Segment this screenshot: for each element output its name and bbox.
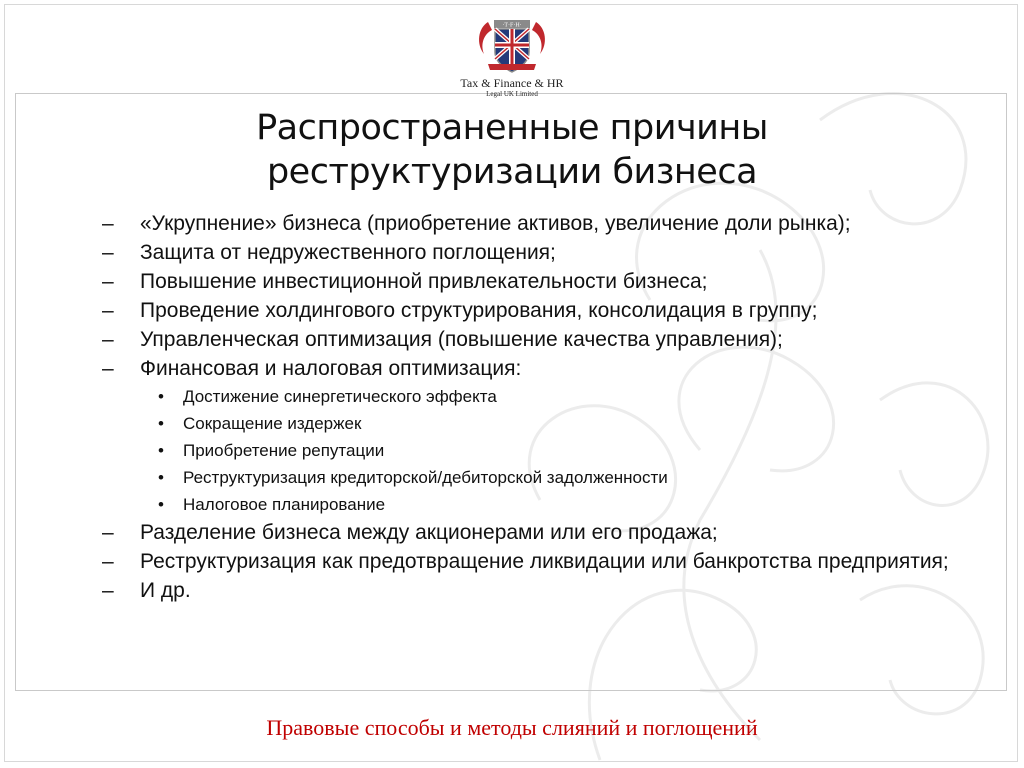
crest-icon	[474, 14, 550, 76]
bullet-marker: •	[158, 441, 164, 460]
bullet-marker: •	[158, 495, 164, 514]
bullet-marker: •	[158, 414, 164, 433]
list-item-text: Проведение холдингового структурирования, консолидация в группу;	[140, 299, 818, 322]
bullet-marker: •	[158, 468, 164, 487]
sub-list-item-text: Налоговое планирование	[183, 495, 386, 514]
sub-list-item	[102, 495, 982, 514]
dash-marker: –	[102, 270, 114, 293]
list-item-text: Повышение инвестиционной привлекательности бизнеса;	[140, 270, 708, 293]
list-item	[102, 213, 982, 235]
sub-list-item	[102, 468, 982, 487]
list-item-text: Управленческая оптимизация (повышение качества управления);	[140, 328, 783, 351]
sub-list-item	[102, 414, 982, 433]
dash-marker: –	[102, 521, 114, 544]
list-item-text: Финансовая и налоговая оптимизация:	[140, 357, 522, 380]
slide-title-line-1: Распространенные причины	[256, 108, 768, 148]
sub-list-item-text: Достижение синергетического эффекта	[183, 387, 497, 406]
list-item-text: Реструктуризация как предотвращение ликвидации или банкротства предприятия;	[140, 550, 949, 573]
dash-marker: –	[102, 550, 114, 573]
bullet-marker: •	[158, 387, 164, 406]
list-item	[102, 358, 982, 380]
footer-caption: Правовые способы и методы слияний и поглощений	[266, 715, 758, 740]
slide-title-line-2: реструктуризации бизнеса	[266, 152, 758, 192]
dash-marker: –	[102, 299, 114, 322]
logo-company-name: Tax & Finance & HR	[460, 76, 564, 90]
company-logo	[452, 14, 572, 110]
list-item-text: Разделение бизнеса между акционерами или его продажа;	[140, 521, 718, 544]
dash-marker: –	[102, 328, 114, 351]
reasons-list	[102, 213, 982, 609]
list-item	[102, 580, 982, 602]
sub-list-item-text: Приобретение репутации	[183, 441, 385, 460]
list-item	[102, 300, 982, 322]
list-item-text: Защита от недружественного поглощения;	[140, 241, 556, 264]
dash-marker: –	[102, 241, 114, 264]
sub-list-item-text: Сокращение издержек	[183, 414, 362, 433]
dash-marker: –	[102, 579, 114, 602]
list-item-text: «Укрупнение» бизнеса (приобретение активов, увеличение доли рынка);	[140, 212, 851, 235]
slide-title	[162, 106, 862, 194]
dash-marker: –	[102, 357, 114, 380]
list-item	[102, 551, 982, 573]
sub-list-item-text: Реструктуризация кредиторской/дебиторской задолженности	[183, 468, 668, 487]
list-item	[102, 329, 982, 351]
sub-list-item	[102, 441, 982, 460]
logo-company-subtitle: Legal UK Limited	[486, 90, 538, 98]
list-item	[102, 271, 982, 293]
dash-marker: –	[102, 212, 114, 235]
list-item	[102, 522, 982, 544]
list-item	[102, 242, 982, 264]
list-item-text: И др.	[140, 579, 191, 602]
svg-text:·T·F·H·: ·T·F·H·	[502, 22, 522, 29]
sub-list-item	[102, 387, 982, 406]
